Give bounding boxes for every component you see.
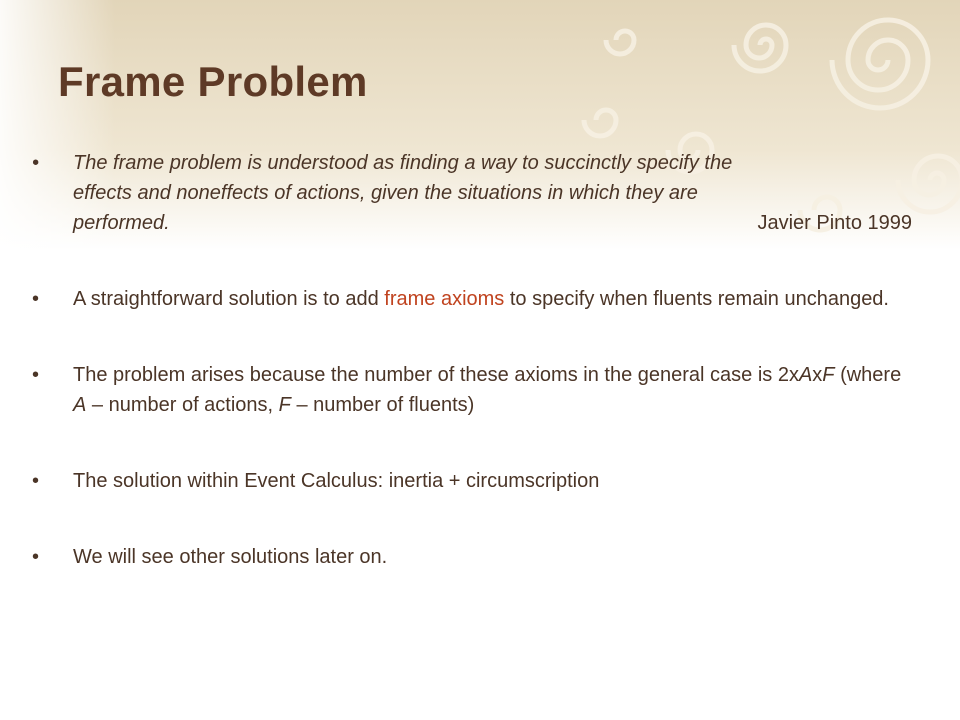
quote-last-line (73, 208, 912, 238)
highlighted-term: frame axioms (384, 288, 505, 310)
bullet-list (32, 148, 912, 572)
bullet-text: We will see other solutions later on. (73, 546, 388, 568)
bullet-text: to specify when fluents remain unchanged. (504, 288, 889, 310)
bullet-text: The problem arises because the number of these axioms in the general case is 2x (73, 364, 799, 386)
bullet-dot: • (32, 364, 40, 386)
bullet-text: – number of fluents) (290, 394, 475, 416)
bullet-dot: • (32, 470, 40, 492)
list-item (32, 542, 912, 572)
list-item (32, 466, 912, 496)
list-item (32, 284, 912, 314)
bullet-dot: • (32, 152, 40, 174)
list-item (32, 360, 912, 420)
variable-a: A (798, 364, 813, 386)
variable-f: F (278, 394, 291, 416)
variable-a: A (73, 394, 87, 416)
bullet-text: x (812, 364, 823, 386)
quote-line: effects and noneffects of actions, given the situations in which they are (73, 182, 698, 204)
slide-title: Frame Problem (58, 58, 368, 105)
bullet-text: The solution within Event Calculus: inertia + circumscription (73, 470, 600, 492)
citation: Javier Pinto 1999 (757, 212, 912, 234)
bullet-text: A straightforward solution is to add (73, 288, 385, 310)
bullet-dot: • (32, 546, 40, 568)
bullet-text: (where (834, 364, 902, 386)
quote-line: The frame problem is understood as finding a way to succinctly specify the (73, 152, 733, 174)
list-item (32, 148, 912, 238)
bullet-text: – number of actions, (86, 394, 279, 416)
variable-f: F (822, 364, 835, 386)
quote-line: performed. (73, 212, 170, 234)
bullet-dot: • (32, 288, 40, 310)
